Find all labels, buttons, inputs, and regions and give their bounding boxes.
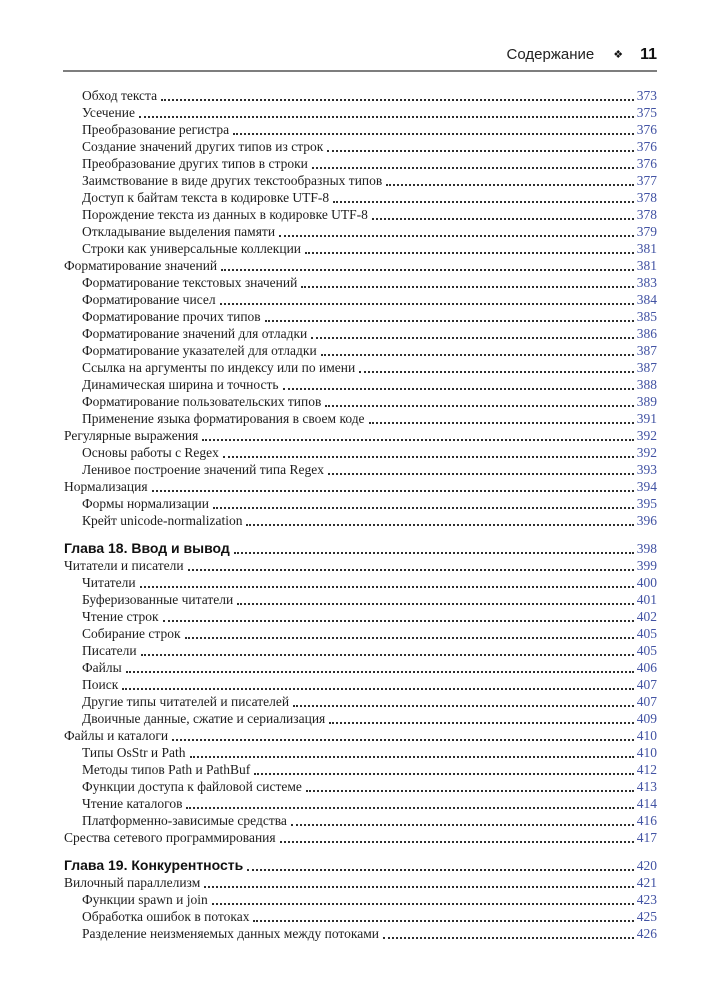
toc-entry-row <box>64 104 657 121</box>
dot-leader <box>329 722 633 724</box>
toc-entry-label: Регулярные выражения <box>64 428 199 443</box>
dot-leader <box>383 937 634 939</box>
dot-leader <box>306 790 634 792</box>
toc-entry-page-number: 401 <box>636 592 657 607</box>
toc-entry-page-number: 416 <box>636 813 657 828</box>
toc-entry-page-number: 378 <box>636 190 657 205</box>
toc-entry-page-number: 405 <box>636 643 657 658</box>
toc-entry-label: Собирание строк <box>82 626 181 641</box>
toc-entry-page-number: 375 <box>636 105 657 120</box>
toc-entry-page-number: 402 <box>636 609 657 624</box>
toc-entry-page-number: 410 <box>636 745 657 760</box>
toc-entry-row <box>64 223 657 240</box>
dot-leader <box>213 507 634 509</box>
toc-entry-row <box>64 359 657 376</box>
toc-entry-page-number: 406 <box>636 660 657 675</box>
dot-leader <box>212 903 634 905</box>
toc-entry-label: Разделение неизменяемых данных между потоками <box>82 926 380 941</box>
running-header-page-number: 11 <box>640 46 657 63</box>
toc-entry-label: Чтение строк <box>82 609 159 624</box>
toc-entry-page-number: 426 <box>636 926 657 941</box>
toc-entry-page-number: 387 <box>636 360 657 375</box>
toc-entry-row <box>64 608 657 625</box>
toc-entry-page-number: 395 <box>636 496 657 511</box>
running-header-title: Содержание <box>506 46 595 63</box>
dot-leader <box>233 133 634 135</box>
running-header <box>63 44 657 66</box>
dot-leader <box>253 920 633 922</box>
toc-entry-row <box>64 693 657 710</box>
dot-leader <box>163 620 634 622</box>
toc-entry-page-number: 384 <box>636 292 657 307</box>
toc-entry-label: Буферизованные читатели <box>82 592 234 607</box>
toc-entry-page-number: 376 <box>636 139 657 154</box>
toc-chapter-row <box>64 857 657 874</box>
toc-entry-page-number: 373 <box>636 88 657 103</box>
toc-entry-row <box>64 778 657 795</box>
toc-entry-label: Типы OsStr и Path <box>82 745 186 760</box>
toc-entry-label: Форматирование указателей для отладки <box>82 343 317 358</box>
toc-entry-label: Ссылка на аргументы по индексу или по имени <box>82 360 356 375</box>
toc-entry-row <box>64 87 657 104</box>
toc-entry-row <box>64 891 657 908</box>
toc-entry-row <box>64 393 657 410</box>
toc-entry-row <box>64 189 657 206</box>
toc-entry-label: Заимствование в виде других текстообразных типов <box>82 173 383 188</box>
dot-leader <box>328 473 634 475</box>
toc-entry-row <box>64 710 657 727</box>
toc-entry-row <box>64 659 657 676</box>
toc-entry-label: Крейт unicode-normalization <box>82 513 243 528</box>
dot-leader <box>372 218 634 220</box>
dot-leader <box>204 886 634 888</box>
toc-entry-label: Откладывание выделения памяти <box>82 224 276 239</box>
toc-entry-page-number: 385 <box>636 309 657 324</box>
toc-entry-label: Другие типы читателей и писателей <box>82 694 290 709</box>
toc-entry-label: Форматирование значений <box>64 258 218 273</box>
toc-entry-page-number: 379 <box>636 224 657 239</box>
toc-entry-row <box>64 874 657 891</box>
toc-entry-page-number: 388 <box>636 377 657 392</box>
toc-entry-label: Усечение <box>82 105 135 120</box>
toc-entry-row <box>64 625 657 642</box>
toc-entry-page-number: 378 <box>636 207 657 222</box>
toc-entry-label: Читатели и писатели <box>64 558 184 573</box>
toc-entry-label: Обход текста <box>82 88 158 103</box>
toc-entry-page-number: 409 <box>636 711 657 726</box>
toc-entry-row <box>64 274 657 291</box>
dot-leader <box>301 286 633 288</box>
dot-leader <box>126 671 634 673</box>
toc-entry-row <box>64 206 657 223</box>
toc-entry-label: Писатели <box>82 643 137 658</box>
dot-leader <box>359 371 634 373</box>
toc-entry-row <box>64 574 657 591</box>
toc-entry-label: Срества сетевого программирования <box>64 830 276 845</box>
toc-entry-page-number: 414 <box>636 796 657 811</box>
toc-entry-row <box>64 495 657 512</box>
toc-group <box>64 540 657 846</box>
toc-entry-page-number: 376 <box>636 156 657 171</box>
header-rule <box>63 70 657 72</box>
toc-entry-page-number: 407 <box>636 677 657 692</box>
toc-entry-row <box>64 812 657 829</box>
toc-entry-page-number: 376 <box>636 122 657 137</box>
dot-leader <box>265 320 634 322</box>
toc-entry-row <box>64 427 657 444</box>
toc-entry-page-number: 400 <box>636 575 657 590</box>
toc-entry-label: Форматирование значений для отладки <box>82 326 308 341</box>
dot-leader <box>161 99 634 101</box>
toc-entry-page-number: 417 <box>636 830 657 845</box>
toc-entry-page-number: 377 <box>636 173 657 188</box>
dot-leader <box>246 524 633 526</box>
toc-entry-label: Функции доступа к файловой системе <box>82 779 302 794</box>
toc-entry-row <box>64 240 657 257</box>
dot-leader <box>279 235 634 237</box>
toc-entry-row <box>64 478 657 495</box>
toc-entry-label: Формы нормализации <box>82 496 209 511</box>
toc-entry-row <box>64 291 657 308</box>
toc-entry-page-number: 383 <box>636 275 657 290</box>
toc-entry-row <box>64 557 657 574</box>
toc-group <box>64 857 657 942</box>
dot-leader <box>221 269 634 271</box>
dot-leader <box>305 252 634 254</box>
toc-entry-label: Форматирование прочих типов <box>82 309 261 324</box>
toc-group <box>64 87 657 529</box>
toc-entry-page-number: 381 <box>636 258 657 273</box>
toc-entry-row <box>64 761 657 778</box>
dot-leader <box>190 756 634 758</box>
dot-leader <box>333 201 634 203</box>
toc-entry-label: Форматирование чисел <box>82 292 216 307</box>
dot-leader <box>202 439 633 441</box>
toc-entry-row <box>64 410 657 427</box>
toc-entry-row <box>64 138 657 155</box>
dot-leader <box>321 354 634 356</box>
toc-entry-label: Основы работы с Regex <box>82 445 219 460</box>
toc-entry-row <box>64 925 657 942</box>
dot-leader <box>247 869 633 871</box>
toc-entry-label: Форматирование пользовательских типов <box>82 394 322 409</box>
toc-entry-row <box>64 155 657 172</box>
toc-entry-label: Ленивое построение значений типа Regex <box>82 462 324 477</box>
toc-entry-page-number: 425 <box>636 909 657 924</box>
dot-leader <box>312 167 634 169</box>
toc-entry-row <box>64 342 657 359</box>
toc-entry-row <box>64 908 657 925</box>
toc-entry-label: Вилочный параллелизм <box>64 875 201 890</box>
toc-entry-row <box>64 325 657 342</box>
toc-entry-page-number: 396 <box>636 513 657 528</box>
toc-entry-page-number: 410 <box>636 728 657 743</box>
toc-entry-row <box>64 308 657 325</box>
toc-entry-label: Создание значений других типов из строк <box>82 139 324 154</box>
toc-entry-label: Файлы <box>82 660 122 675</box>
toc-entry-page-number: 381 <box>636 241 657 256</box>
toc-chapter-label: Глава 19. Конкурентность <box>64 857 244 873</box>
toc-entry-row <box>64 642 657 659</box>
dot-leader <box>291 824 634 826</box>
dot-leader <box>188 569 634 571</box>
toc-entry-label: Файлы и каталоги <box>64 728 169 743</box>
dot-leader <box>172 739 634 741</box>
toc-entry-row <box>64 591 657 608</box>
toc-entry-row <box>64 257 657 274</box>
toc-list <box>64 87 657 942</box>
dot-leader <box>293 705 634 707</box>
dot-leader <box>327 150 633 152</box>
toc-entry-page-number: 394 <box>636 479 657 494</box>
toc-entry-label: Платформенно-зависимые средства <box>82 813 287 828</box>
toc-entry-label: Строки как универсальные коллекции <box>82 241 302 256</box>
toc-entry-row <box>64 676 657 693</box>
toc-entry-page-number: 393 <box>636 462 657 477</box>
toc-entry-row <box>64 829 657 846</box>
toc-entry-label: Преобразование регистра <box>82 122 230 137</box>
toc-entry-label: Нормализация <box>64 479 148 494</box>
dot-leader <box>234 552 634 554</box>
toc-entry-page-number: 407 <box>636 694 657 709</box>
toc-entry-label: Читатели <box>82 575 136 590</box>
toc-entry-label: Двоичные данные, сжатие и сериализация <box>82 711 326 726</box>
toc-entry-label: Порождение текста из данных в кодировке UTF-8 <box>82 207 368 222</box>
toc-entry-page-number: 389 <box>636 394 657 409</box>
toc-entry-page-number: 392 <box>636 428 657 443</box>
toc-entry-label: Динамическая ширина и точность <box>82 377 279 392</box>
dot-leader <box>254 773 633 775</box>
toc-entry-row <box>64 376 657 393</box>
toc-entry-label: Преобразование других типов в строки <box>82 156 308 171</box>
toc-entry-page-number: 386 <box>636 326 657 341</box>
toc-entry-page-number: 423 <box>636 892 657 907</box>
toc-entry-page-number: 413 <box>636 779 657 794</box>
toc-entry-row <box>64 795 657 812</box>
dot-leader <box>139 116 634 118</box>
dot-leader <box>325 405 633 407</box>
toc-entry-row <box>64 512 657 529</box>
toc-entry-label: Функции spawn и join <box>82 892 208 907</box>
toc-entry-page-number: 399 <box>636 558 657 573</box>
dot-leader <box>223 456 634 458</box>
dot-leader <box>122 688 633 690</box>
toc-entry-page-number: 421 <box>636 875 657 890</box>
toc-entry-label: Форматирование текстовых значений <box>82 275 298 290</box>
dot-leader <box>237 603 634 605</box>
toc-entry-label: Доступ к байтам текста в кодировке UTF-8 <box>82 190 330 205</box>
toc-entry-label: Применение языка форматирования в своем коде <box>82 411 365 426</box>
toc-entry-row <box>64 727 657 744</box>
toc-entry-row <box>64 121 657 138</box>
dot-leader <box>186 807 633 809</box>
toc-entry-row <box>64 444 657 461</box>
toc-entry-page-number: 420 <box>636 858 657 873</box>
diamond-ornament-icon: ❖ <box>613 49 624 61</box>
dot-leader <box>386 184 633 186</box>
dot-leader <box>311 337 634 339</box>
toc-entry-page-number: 405 <box>636 626 657 641</box>
dot-leader <box>280 841 634 843</box>
toc-entry-page-number: 398 <box>636 541 657 556</box>
dot-leader <box>152 490 634 492</box>
toc-entry-page-number: 391 <box>636 411 657 426</box>
dot-leader <box>185 637 634 639</box>
toc-chapter-row <box>64 540 657 557</box>
dot-leader <box>369 422 634 424</box>
dot-leader <box>220 303 634 305</box>
toc-entry-label: Обработка ошибок в потоках <box>82 909 250 924</box>
toc-entry-page-number: 387 <box>636 343 657 358</box>
dot-leader <box>140 586 634 588</box>
toc-entry-row <box>64 172 657 189</box>
toc-chapter-label: Глава 18. Ввод и вывод <box>64 540 230 556</box>
dot-leader <box>283 388 634 390</box>
toc-entry-page-number: 392 <box>636 445 657 460</box>
toc-entry-page-number: 412 <box>636 762 657 777</box>
toc-entry-row <box>64 461 657 478</box>
dot-leader <box>141 654 634 656</box>
toc-entry-label: Поиск <box>82 677 119 692</box>
toc-entry-label: Чтение каталогов <box>82 796 183 811</box>
toc-entry-label: Методы типов Path и PathBuf <box>82 762 251 777</box>
toc-entry-row <box>64 744 657 761</box>
